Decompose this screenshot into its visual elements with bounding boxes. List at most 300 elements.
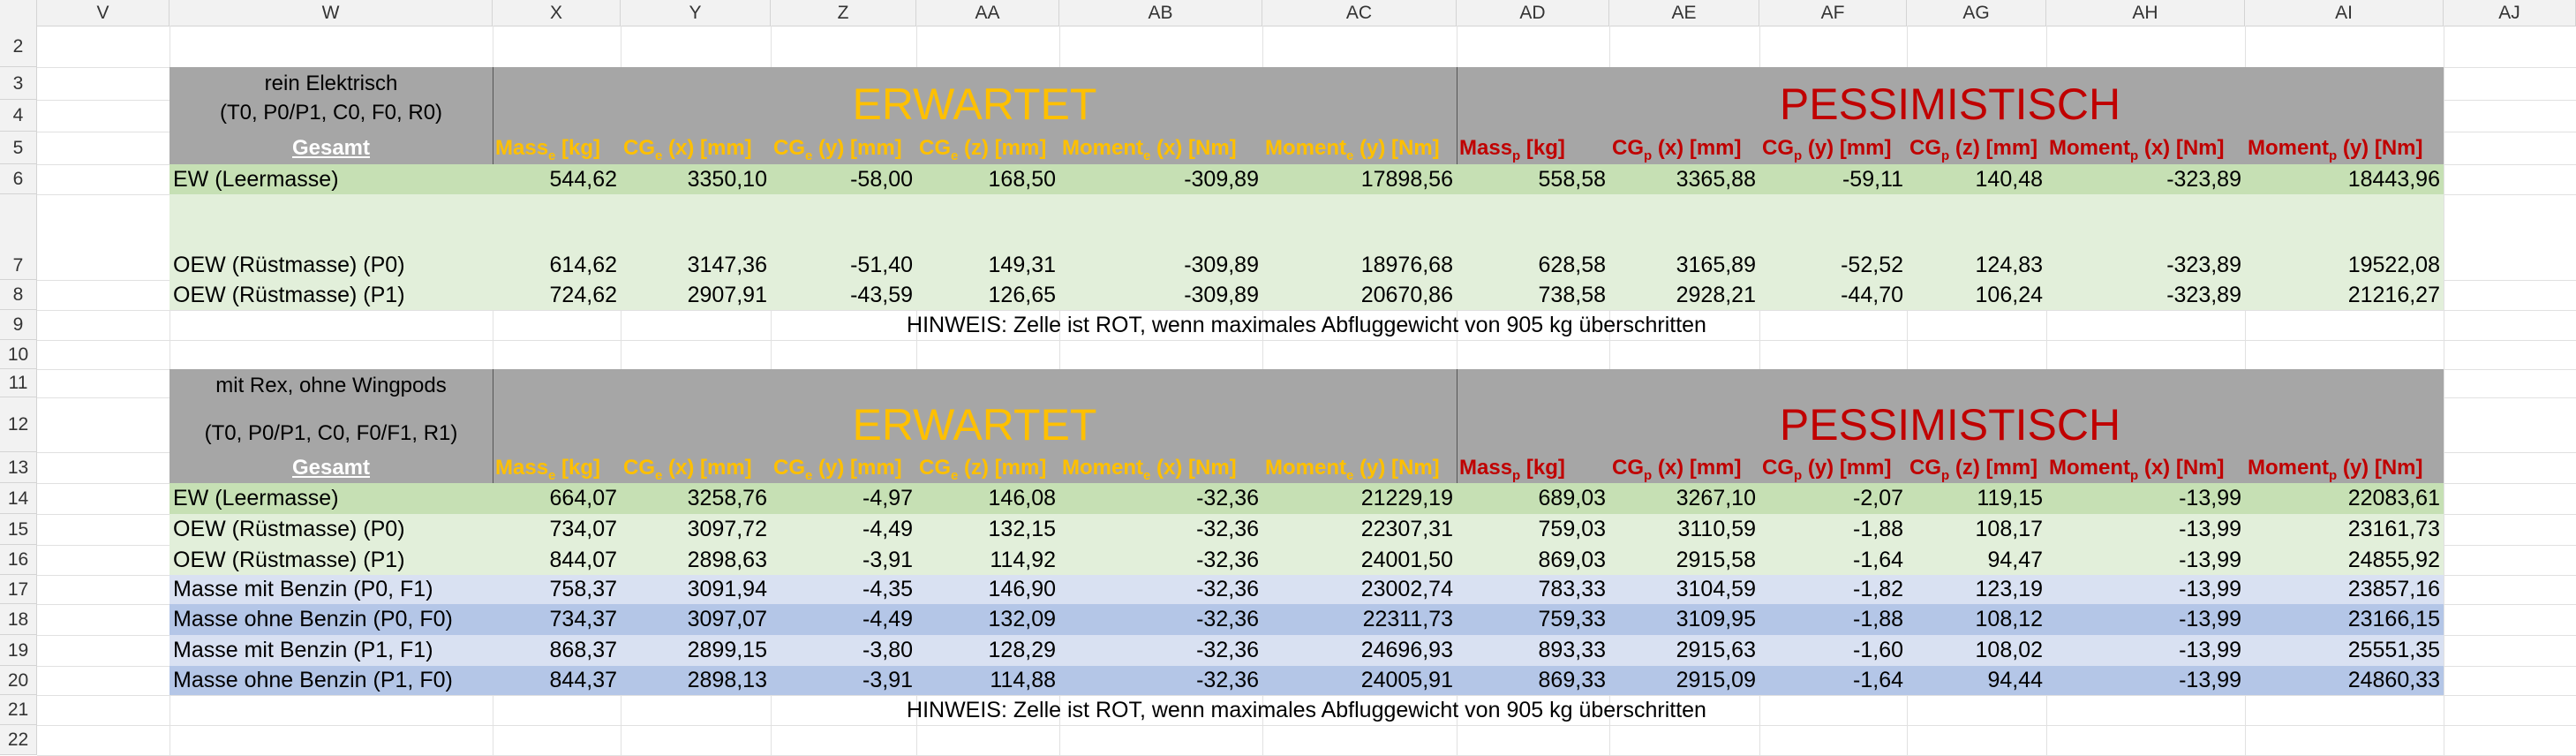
header-subscript: e bbox=[1346, 467, 1354, 483]
section2-cell-7-11[interactable] bbox=[2046, 666, 2245, 695]
section2-cell-4-9[interactable] bbox=[1759, 575, 1907, 604]
cell-value: -58,00 bbox=[850, 167, 913, 192]
section2-cell-2-2[interactable] bbox=[621, 514, 771, 545]
section1-col-header-5 bbox=[1059, 132, 1262, 164]
section2-cell-3-7[interactable] bbox=[1457, 545, 1609, 575]
cell-value: 123,19 bbox=[1975, 577, 2043, 601]
cell-value: 558,58 bbox=[1538, 167, 1606, 192]
section2-cell-2-11[interactable] bbox=[2046, 514, 2245, 545]
row-header-12[interactable]: 12 bbox=[0, 397, 37, 452]
section1-cell-2-9[interactable] bbox=[1759, 194, 1907, 280]
row-header-2[interactable]: 2 bbox=[0, 26, 37, 67]
section1-cell-3-11[interactable] bbox=[2046, 280, 2245, 310]
header-unit: (z) [mm] bbox=[958, 136, 1047, 160]
section1-cell-1-1[interactable] bbox=[493, 164, 621, 194]
row-header-5[interactable]: 5 bbox=[0, 132, 37, 164]
section2-cell-3-10[interactable] bbox=[1907, 545, 2046, 575]
cell-value: -1,64 bbox=[1853, 668, 1903, 692]
section2-cell-2-12[interactable] bbox=[2245, 514, 2444, 545]
section2-cell-7-1[interactable] bbox=[493, 666, 621, 695]
row-header-3[interactable]: 3 bbox=[0, 67, 37, 100]
header-subscript: p bbox=[1644, 467, 1653, 483]
section2-cell-2-5[interactable] bbox=[1059, 514, 1262, 545]
section1-cell-2-12[interactable] bbox=[2245, 194, 2444, 280]
section2-cell-1-8[interactable] bbox=[1609, 483, 1759, 514]
section2-cell-5-6[interactable] bbox=[1262, 604, 1457, 635]
section2-cell-7-7[interactable] bbox=[1457, 666, 1609, 695]
section2-cell-5-5[interactable] bbox=[1059, 604, 1262, 635]
section2-cell-6-2[interactable] bbox=[621, 635, 771, 666]
section2-cell-2-6[interactable] bbox=[1262, 514, 1457, 545]
section1-col-header-8 bbox=[1609, 132, 1759, 164]
section2-row-label[interactable] bbox=[169, 514, 493, 545]
cell-value: 3104,59 bbox=[1676, 577, 1756, 601]
section2-expected-title: ERWARTET bbox=[852, 400, 1097, 450]
section1-cell-3-3[interactable] bbox=[771, 280, 916, 310]
section2-cell-3-2[interactable] bbox=[621, 545, 771, 575]
section2-cell-2-4[interactable] bbox=[916, 514, 1059, 545]
header-name: CG bbox=[623, 456, 655, 480]
header-subscript: p bbox=[1941, 147, 1950, 163]
section2-cell-7-8[interactable] bbox=[1609, 666, 1759, 695]
cell-value: 869,03 bbox=[1538, 548, 1606, 572]
section1-col-header-4 bbox=[916, 132, 1059, 164]
section1-cell-1-9[interactable] bbox=[1759, 164, 1907, 194]
cell-value: 108,02 bbox=[1975, 638, 2043, 662]
section2-col-header-10 bbox=[1907, 452, 2046, 483]
section2-cell-7-10[interactable] bbox=[1907, 666, 2046, 695]
header-name: CG bbox=[919, 456, 951, 480]
header-unit: (x) [Nm] bbox=[1150, 136, 1237, 160]
cell-value: 108,12 bbox=[1975, 607, 2043, 631]
section2-cell-4-2[interactable] bbox=[621, 575, 771, 604]
cell-value: 3365,88 bbox=[1676, 167, 1756, 192]
row-header-10[interactable]: 10 bbox=[0, 340, 37, 369]
section2-cell-1-2[interactable] bbox=[621, 483, 771, 514]
section2-cell-2-8[interactable] bbox=[1609, 514, 1759, 545]
cell-value: -2,07 bbox=[1853, 486, 1903, 510]
column-header-ai[interactable]: AI bbox=[2245, 0, 2444, 26]
section1-col-header-7 bbox=[1457, 132, 1609, 164]
cell-value: 3097,72 bbox=[687, 517, 767, 541]
section2-cell-5-11[interactable] bbox=[2046, 604, 2245, 635]
section1-cell-3-4[interactable] bbox=[916, 280, 1059, 310]
row-header-4[interactable]: 4 bbox=[0, 100, 37, 132]
section2-cell-1-4[interactable] bbox=[916, 483, 1059, 514]
header-name: CG bbox=[1762, 456, 1794, 480]
cell-value: 24855,92 bbox=[2347, 548, 2440, 572]
section2-row-label[interactable] bbox=[169, 604, 493, 635]
cell-value: 146,08 bbox=[988, 486, 1056, 510]
section2-cell-6-6[interactable] bbox=[1262, 635, 1457, 666]
cell-value: 758,37 bbox=[549, 577, 617, 601]
cell-value: 18443,96 bbox=[2347, 167, 2440, 192]
cell-value: 2898,13 bbox=[687, 668, 767, 692]
header-unit: (y) [mm] bbox=[1802, 456, 1892, 480]
section2-cell-4-3[interactable] bbox=[771, 575, 916, 604]
cell-value: -309,89 bbox=[1184, 253, 1259, 277]
column-header-ab[interactable]: AB bbox=[1059, 0, 1262, 26]
section2-cell-6-8[interactable] bbox=[1609, 635, 1759, 666]
row-header-15[interactable]: 15 bbox=[0, 514, 37, 545]
header-unit: [kg] bbox=[555, 136, 601, 160]
section2-cell-3-3[interactable] bbox=[771, 545, 916, 575]
section1-col-header-12 bbox=[2245, 132, 2444, 164]
cell-value: 2898,63 bbox=[687, 548, 767, 572]
cell-value: 3267,10 bbox=[1676, 486, 1756, 510]
cell-value: -44,70 bbox=[1841, 283, 1903, 307]
cell-value: -52,52 bbox=[1841, 253, 1903, 277]
header-unit: (y) [mm] bbox=[1802, 136, 1892, 160]
header-subscript: p bbox=[1794, 147, 1803, 163]
cell-value: 3147,36 bbox=[687, 253, 767, 277]
section2-cell-4-7[interactable] bbox=[1457, 575, 1609, 604]
header-name: Mass bbox=[1459, 136, 1513, 160]
section1-col-header-2 bbox=[621, 132, 771, 164]
section1-cell-2-1[interactable] bbox=[493, 194, 621, 280]
row-header-19[interactable]: 19 bbox=[0, 635, 37, 666]
section2-cell-5-4[interactable] bbox=[916, 604, 1059, 635]
cell-value: 23002,74 bbox=[1360, 577, 1453, 601]
section1-cell-3-12[interactable] bbox=[2245, 280, 2444, 310]
cell-value: -3,91 bbox=[862, 548, 913, 572]
section2-cell-6-9[interactable] bbox=[1759, 635, 1907, 666]
header-unit: (x) [mm] bbox=[662, 456, 752, 480]
select-all-corner[interactable] bbox=[0, 0, 37, 26]
section2-cell-2-7[interactable] bbox=[1457, 514, 1609, 545]
section2-cell-4-12[interactable] bbox=[2245, 575, 2444, 604]
section2-cell-7-2[interactable] bbox=[621, 666, 771, 695]
header-unit: (x) [mm] bbox=[662, 136, 752, 160]
cell-value: 149,31 bbox=[988, 253, 1056, 277]
header-name: Moment bbox=[1062, 456, 1143, 480]
cell-value: 168,50 bbox=[988, 167, 1056, 192]
column-header-x[interactable]: X bbox=[493, 0, 621, 26]
row-header-7[interactable]: 7 bbox=[0, 194, 37, 280]
section2-cell-7-3[interactable] bbox=[771, 666, 916, 695]
section1-cell-1-7[interactable] bbox=[1457, 164, 1609, 194]
header-name: Moment bbox=[1265, 456, 1346, 480]
section2-cell-7-6[interactable] bbox=[1262, 666, 1457, 695]
header-unit: (y) [mm] bbox=[812, 456, 902, 480]
section1-cell-3-7[interactable] bbox=[1457, 280, 1609, 310]
column-header-ae[interactable]: AE bbox=[1609, 0, 1759, 26]
section2-col-header-11 bbox=[2046, 452, 2245, 483]
cell-value: 18976,68 bbox=[1360, 253, 1453, 277]
section1-cell-2-10[interactable] bbox=[1907, 194, 2046, 280]
section1-cell-1-11[interactable] bbox=[2046, 164, 2245, 194]
section1-cell-3-8[interactable] bbox=[1609, 280, 1759, 310]
row-header-9[interactable]: 9 bbox=[0, 310, 37, 340]
header-subscript: p bbox=[1512, 467, 1521, 483]
section1-cell-2-3[interactable] bbox=[771, 194, 916, 280]
section1-cell-1-5[interactable] bbox=[1059, 164, 1262, 194]
section1-cell-1-8[interactable] bbox=[1609, 164, 1759, 194]
section2-cell-3-5[interactable] bbox=[1059, 545, 1262, 575]
section1-cell-3-6[interactable] bbox=[1262, 280, 1457, 310]
section2-cell-6-5[interactable] bbox=[1059, 635, 1262, 666]
section2-cell-3-9[interactable] bbox=[1759, 545, 1907, 575]
column-header-aa[interactable]: AA bbox=[916, 0, 1059, 26]
section2-cell-5-9[interactable] bbox=[1759, 604, 1907, 635]
cell-value: -323,89 bbox=[2166, 283, 2241, 307]
section2-cell-5-1[interactable] bbox=[493, 604, 621, 635]
cell-value: 2915,58 bbox=[1676, 548, 1756, 572]
header-subscript: p bbox=[2329, 467, 2338, 483]
header-name: CG bbox=[1612, 136, 1644, 160]
section2-cell-6-10[interactable] bbox=[1907, 635, 2046, 666]
section1-cell-3-1[interactable] bbox=[493, 280, 621, 310]
cell-value: -1,64 bbox=[1853, 548, 1903, 572]
section2-cell-1-12[interactable] bbox=[2245, 483, 2444, 514]
column-header-z[interactable]: Z bbox=[771, 0, 916, 26]
cell-value: 19522,08 bbox=[2347, 253, 2440, 277]
column-header-ac[interactable]: AC bbox=[1262, 0, 1457, 26]
section1-row-label[interactable] bbox=[169, 194, 493, 280]
section2-cell-1-7[interactable] bbox=[1457, 483, 1609, 514]
section1-cell-3-2[interactable] bbox=[621, 280, 771, 310]
section2-cell-5-12[interactable] bbox=[2245, 604, 2444, 635]
row-label-text: EW (Leermasse) bbox=[173, 167, 339, 192]
cell-value: -4,97 bbox=[862, 486, 913, 510]
row-header-16[interactable]: 16 bbox=[0, 545, 37, 575]
section2-cell-6-12[interactable] bbox=[2245, 635, 2444, 666]
section2-cell-1-5[interactable] bbox=[1059, 483, 1262, 514]
header-name: Moment bbox=[2248, 456, 2329, 480]
section2-row-label[interactable] bbox=[169, 483, 493, 514]
header-subscript: e bbox=[655, 147, 663, 163]
section1-title-line2: (T0, P0/P1, C0, F0, R0) bbox=[219, 101, 443, 125]
section2-row-label[interactable] bbox=[169, 635, 493, 666]
section2-cell-4-10[interactable] bbox=[1907, 575, 2046, 604]
section1-cell-3-10[interactable] bbox=[1907, 280, 2046, 310]
cell-value: 17898,56 bbox=[1360, 167, 1453, 192]
section2-cell-3-1[interactable] bbox=[493, 545, 621, 575]
row-header-17[interactable]: 17 bbox=[0, 575, 37, 604]
row-header-21[interactable]: 21 bbox=[0, 695, 37, 725]
section1-cell-2-2[interactable] bbox=[621, 194, 771, 280]
section2-col-header-9 bbox=[1759, 452, 1907, 483]
section2-cell-6-1[interactable] bbox=[493, 635, 621, 666]
cell-value: 734,07 bbox=[549, 517, 617, 541]
cell-value: -3,80 bbox=[862, 638, 913, 662]
section2-cell-6-4[interactable] bbox=[916, 635, 1059, 666]
cell-value: 759,03 bbox=[1538, 517, 1606, 541]
section1-cell-3-5[interactable] bbox=[1059, 280, 1262, 310]
header-name: CG bbox=[919, 136, 951, 160]
section2-cell-1-6[interactable] bbox=[1262, 483, 1457, 514]
section2-cell-7-4[interactable] bbox=[916, 666, 1059, 695]
section1-cell-3-9[interactable] bbox=[1759, 280, 1907, 310]
section2-cell-6-7[interactable] bbox=[1457, 635, 1609, 666]
section2-cell-5-2[interactable] bbox=[621, 604, 771, 635]
cell-value: 664,07 bbox=[549, 486, 617, 510]
section2-col-header-6 bbox=[1262, 452, 1457, 483]
section2-cell-4-4[interactable] bbox=[916, 575, 1059, 604]
header-unit: (y) [Nm] bbox=[2337, 456, 2423, 480]
cell-value: -32,36 bbox=[1196, 517, 1259, 541]
header-unit: (x) [Nm] bbox=[2138, 456, 2225, 480]
cell-value: 106,24 bbox=[1975, 283, 2043, 307]
cell-value: 3091,94 bbox=[687, 577, 767, 601]
section2-cell-2-10[interactable] bbox=[1907, 514, 2046, 545]
header-name: CG bbox=[1909, 136, 1941, 160]
section2-cell-1-11[interactable] bbox=[2046, 483, 2245, 514]
section1-hint: HINWEIS: Zelle ist ROT, wenn maximales Abfluggewicht von 905 kg überschritten bbox=[907, 313, 1706, 337]
column-header-y[interactable]: Y bbox=[621, 0, 771, 26]
header-subscript: e bbox=[548, 467, 556, 483]
section2-cell-5-3[interactable] bbox=[771, 604, 916, 635]
row-header-13[interactable]: 13 bbox=[0, 452, 37, 483]
cell-value: 3350,10 bbox=[687, 167, 767, 192]
header-unit: (z) [mm] bbox=[1949, 456, 2038, 480]
column-header-aj[interactable]: AJ bbox=[2444, 0, 2576, 26]
section1-cell-1-2[interactable] bbox=[621, 164, 771, 194]
section1-cell-2-8[interactable] bbox=[1609, 194, 1759, 280]
section2-cell-6-3[interactable] bbox=[771, 635, 916, 666]
section2-cell-1-3[interactable] bbox=[771, 483, 916, 514]
header-subscript: p bbox=[2130, 467, 2139, 483]
cell-value: 3109,95 bbox=[1676, 607, 1756, 631]
row-header-8[interactable]: 8 bbox=[0, 280, 37, 310]
header-name: Moment bbox=[2049, 136, 2130, 160]
section2-cell-3-12[interactable] bbox=[2245, 545, 2444, 575]
section2-cell-5-10[interactable] bbox=[1907, 604, 2046, 635]
section1-cell-1-6[interactable] bbox=[1262, 164, 1457, 194]
cell-value: -1,88 bbox=[1853, 517, 1903, 541]
cell-value: 114,92 bbox=[990, 548, 1056, 572]
row-header-14[interactable]: 14 bbox=[0, 483, 37, 514]
row-header-11[interactable]: 11 bbox=[0, 369, 37, 397]
section2-cell-4-1[interactable] bbox=[493, 575, 621, 604]
header-unit: (x) [Nm] bbox=[2138, 136, 2225, 160]
section2-cell-5-8[interactable] bbox=[1609, 604, 1759, 635]
header-unit: [kg] bbox=[1520, 136, 1565, 160]
section2-cell-4-11[interactable] bbox=[2046, 575, 2245, 604]
row-header-6[interactable]: 6 bbox=[0, 164, 37, 194]
cell-value: 23166,15 bbox=[2347, 607, 2440, 631]
section2-row-label[interactable] bbox=[169, 545, 493, 575]
header-name: Mass bbox=[1459, 456, 1513, 480]
header-name: CG bbox=[623, 136, 655, 160]
cell-value: 22311,73 bbox=[1362, 607, 1453, 631]
column-header-ah[interactable]: AH bbox=[2046, 0, 2245, 26]
cell-value: -13,99 bbox=[2179, 638, 2241, 662]
cell-value: 25551,35 bbox=[2347, 638, 2440, 662]
section2-title-line1: mit Rex, ohne Wingpods bbox=[215, 374, 447, 397]
section2-cell-1-1[interactable] bbox=[493, 483, 621, 514]
column-header-af[interactable]: AF bbox=[1759, 0, 1907, 26]
section2-cell-2-3[interactable] bbox=[771, 514, 916, 545]
header-name: CG bbox=[773, 456, 805, 480]
section2-cell-7-5[interactable] bbox=[1059, 666, 1262, 695]
section1-cell-1-3[interactable] bbox=[771, 164, 916, 194]
header-subscript: e bbox=[951, 467, 959, 483]
row-label-text: OEW (Rüstmasse) (P1) bbox=[173, 283, 405, 307]
section2-cell-4-8[interactable] bbox=[1609, 575, 1759, 604]
row-header-22[interactable]: 22 bbox=[0, 725, 37, 755]
cell-value: 24005,91 bbox=[1360, 668, 1453, 692]
section2-cell-3-6[interactable] bbox=[1262, 545, 1457, 575]
section1-col-header-6 bbox=[1262, 132, 1457, 164]
section1-cell-2-5[interactable] bbox=[1059, 194, 1262, 280]
column-header-bar bbox=[0, 0, 2576, 26]
cell-value: 738,58 bbox=[1538, 283, 1606, 307]
section1-cell-2-7[interactable] bbox=[1457, 194, 1609, 280]
header-subscript: e bbox=[1143, 467, 1151, 483]
header-subscript: e bbox=[951, 147, 959, 163]
cell-value: 24860,33 bbox=[2347, 668, 2440, 692]
section2-row-label[interactable] bbox=[169, 666, 493, 695]
section1-cell-1-4[interactable] bbox=[916, 164, 1059, 194]
section2-row-label[interactable] bbox=[169, 575, 493, 604]
section2-cell-2-1[interactable] bbox=[493, 514, 621, 545]
cell-value: 108,17 bbox=[1975, 517, 2043, 541]
section1-cell-2-6[interactable] bbox=[1262, 194, 1457, 280]
section2-cell-6-11[interactable] bbox=[2046, 635, 2245, 666]
section2-cell-2-9[interactable] bbox=[1759, 514, 1907, 545]
row-header-18[interactable]: 18 bbox=[0, 604, 37, 635]
header-unit: (x) [mm] bbox=[1652, 456, 1742, 480]
header-name: Moment bbox=[2248, 136, 2329, 160]
cell-value: -32,36 bbox=[1196, 638, 1259, 662]
header-subscript: p bbox=[1941, 467, 1950, 483]
section1-expected-title: ERWARTET bbox=[852, 79, 1097, 129]
column-header-ad[interactable]: AD bbox=[1457, 0, 1609, 26]
cell-value: -13,99 bbox=[2179, 668, 2241, 692]
section2-cell-5-7[interactable] bbox=[1457, 604, 1609, 635]
section1-row-label[interactable] bbox=[169, 280, 493, 310]
cell-value: 844,07 bbox=[549, 548, 617, 572]
cell-value: -323,89 bbox=[2166, 167, 2241, 192]
column-header-v[interactable]: V bbox=[37, 0, 169, 26]
section2-cell-1-9[interactable] bbox=[1759, 483, 1907, 514]
column-header-w[interactable]: W bbox=[169, 0, 493, 26]
cell-value: 132,09 bbox=[988, 607, 1056, 631]
section1-cell-1-10[interactable] bbox=[1907, 164, 2046, 194]
cell-value: 128,29 bbox=[988, 638, 1056, 662]
row-header-20[interactable]: 20 bbox=[0, 666, 37, 695]
section1-row-label[interactable] bbox=[169, 164, 493, 194]
section2-cell-4-5[interactable] bbox=[1059, 575, 1262, 604]
cell-value: 24001,50 bbox=[1360, 548, 1453, 572]
section1-cell-2-4[interactable] bbox=[916, 194, 1059, 280]
section2-cell-3-11[interactable] bbox=[2046, 545, 2245, 575]
row-label-text: OEW (Rüstmasse) (P0) bbox=[173, 253, 405, 277]
section1-col-header-3 bbox=[771, 132, 916, 164]
cell-value: -32,36 bbox=[1196, 607, 1259, 631]
section2-cell-7-12[interactable] bbox=[2245, 666, 2444, 695]
cell-value: 734,37 bbox=[549, 607, 617, 631]
column-header-ag[interactable]: AG bbox=[1907, 0, 2046, 26]
section2-cell-3-4[interactable] bbox=[916, 545, 1059, 575]
section1-cell-1-12[interactable] bbox=[2245, 164, 2444, 194]
section2-cell-1-10[interactable] bbox=[1907, 483, 2046, 514]
section2-cell-4-6[interactable] bbox=[1262, 575, 1457, 604]
section2-col-header-1 bbox=[493, 452, 621, 483]
cell-value: 759,33 bbox=[1538, 607, 1606, 631]
section1-col-header-1 bbox=[493, 132, 621, 164]
section2-cell-7-9[interactable] bbox=[1759, 666, 1907, 695]
header-name: Moment bbox=[1062, 136, 1143, 160]
cell-value: 20670,86 bbox=[1360, 283, 1453, 307]
section1-col-header-9 bbox=[1759, 132, 1907, 164]
section1-cell-2-11[interactable] bbox=[2046, 194, 2245, 280]
header-unit: (x) [Nm] bbox=[1150, 456, 1237, 480]
section2-cell-3-8[interactable] bbox=[1609, 545, 1759, 575]
cell-value: -3,91 bbox=[862, 668, 913, 692]
cell-value: 2907,91 bbox=[687, 283, 767, 307]
